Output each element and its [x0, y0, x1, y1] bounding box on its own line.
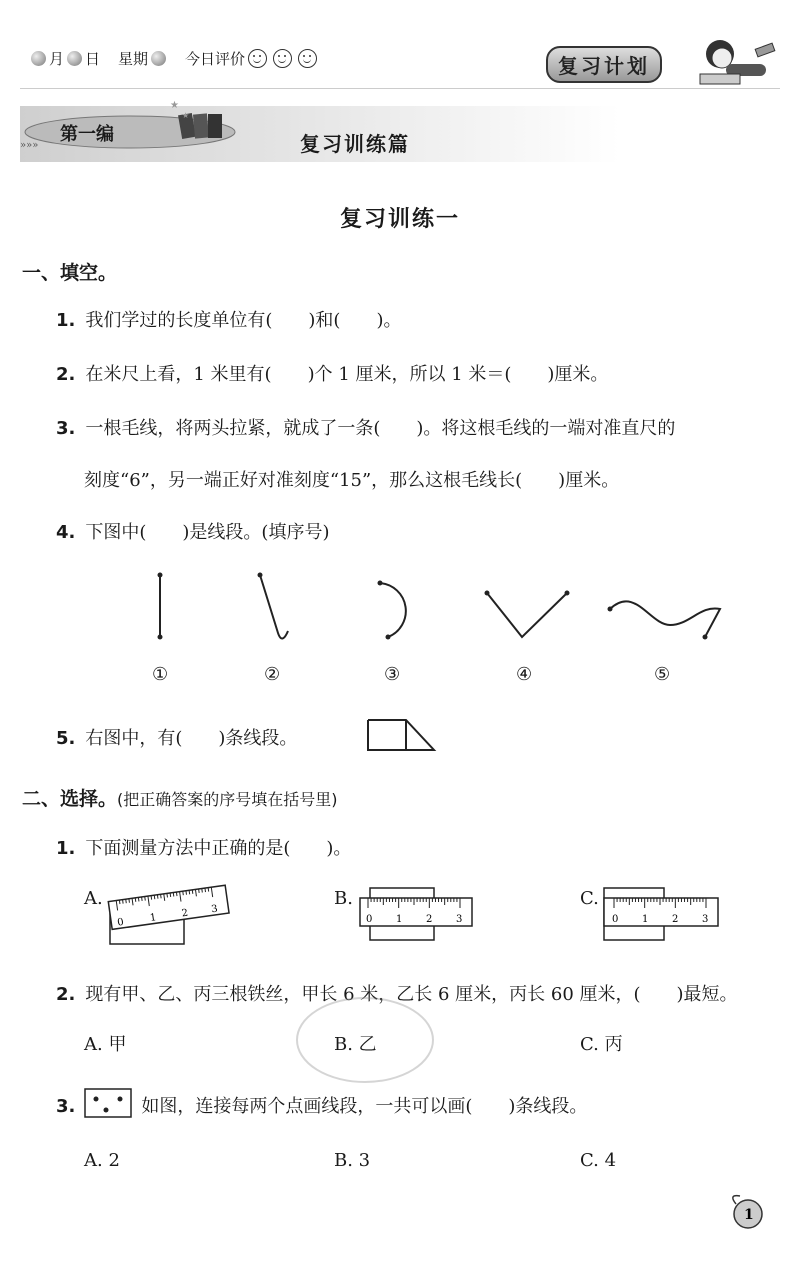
- q5-figure: [366, 718, 438, 752]
- ruler-tick-label: 3: [210, 903, 219, 916]
- ruler-tick: [145, 897, 146, 901]
- question-number: 1.: [56, 310, 76, 331]
- svg-text:★: ★: [170, 100, 179, 111]
- p1-question-4: [56, 518, 329, 544]
- ruler-tick-label: 1: [396, 914, 403, 925]
- page-number: 1: [744, 1207, 754, 1223]
- part2-heading: [22, 784, 338, 811]
- svg-text:★: ★: [182, 111, 190, 120]
- ruler-tick-label: 1: [642, 914, 649, 925]
- weekday-label: 星期: [118, 50, 149, 68]
- p1-question-1: [56, 306, 401, 332]
- p1-question-2: [56, 360, 608, 386]
- ruler-tick: [151, 896, 152, 900]
- figure-segment: [158, 573, 163, 640]
- question-text: 现有甲、乙、丙三根铁丝，甲长 6 米，乙长 6 厘米，丙长 60 厘米，( )最短。: [85, 984, 738, 1005]
- q2-option-a: A. 甲: [84, 1034, 127, 1055]
- month-circle: [31, 51, 46, 66]
- ruler-tick: [126, 899, 127, 903]
- ruler-tick-label: 2: [672, 914, 679, 925]
- question-text: 下图中( )是线段。(填序号): [85, 522, 330, 543]
- question-number: 1.: [56, 838, 76, 859]
- option-b-label: B.: [334, 888, 353, 909]
- figure-hook-line: [258, 573, 289, 639]
- ruler-tick-label: 2: [180, 907, 189, 920]
- part2-heading-note: (把正确答案的序号填在括号里): [117, 790, 338, 809]
- ruler-tick: [173, 893, 174, 897]
- p1-question-3-cont: 刻度“6”，另一端正好对准刻度“15”，那么这根毛线长( )厘米。: [84, 470, 620, 491]
- header-divider: [20, 88, 780, 89]
- q3-option-a: A. 2: [84, 1150, 120, 1171]
- question-number: 3.: [56, 418, 76, 439]
- figure-label-2: ②: [264, 664, 281, 685]
- question-text: 我们学过的长度单位有( )和( )。: [85, 310, 402, 331]
- ruler-tick-label: 0: [612, 914, 619, 925]
- ruler-tick: [161, 894, 162, 898]
- q3-option-b: B. 3: [334, 1150, 371, 1171]
- ruler-tick: [186, 891, 187, 895]
- ruler-tick-label: 1: [149, 912, 158, 924]
- rating-label: 今日评价: [185, 50, 246, 68]
- question-number: 5.: [56, 728, 76, 749]
- page-number-badge: [722, 1190, 766, 1230]
- ruler-tick-label: 0: [366, 914, 373, 925]
- watermark-stamp: [290, 990, 440, 1090]
- ruler-tick: [142, 897, 143, 901]
- ruler-tick: [154, 895, 155, 899]
- girl-reading-icon: [690, 30, 780, 90]
- part2-heading-text: 二、选择。: [22, 788, 118, 810]
- ruler-tick: [189, 890, 190, 894]
- question-number: 2.: [56, 364, 76, 385]
- ruler-tick: [135, 898, 136, 902]
- section-tag: 第一编: [60, 124, 114, 145]
- ruler-tick: [183, 891, 184, 895]
- ruler-tick: [119, 900, 120, 904]
- ruler-tick: [129, 899, 130, 903]
- svg-text:»»»: »»»: [20, 140, 39, 151]
- ruler-tick: [208, 888, 209, 892]
- date-header: [28, 48, 320, 69]
- ruler-tick-label: 0: [116, 916, 125, 929]
- figure-label-5: ⑤: [654, 664, 671, 685]
- ruler-tick: [202, 889, 203, 893]
- figure-label-4: ④: [516, 664, 533, 685]
- weekday-circle: [151, 51, 166, 66]
- ruler-tick: [138, 897, 139, 901]
- part1-heading: 一、填空。: [22, 262, 118, 284]
- question-text: 右图中，有( )条线段。: [85, 728, 298, 749]
- review-plan-badge: 复习计划: [546, 46, 662, 83]
- question-number: 3.: [56, 1096, 76, 1117]
- q3-dot-box: [84, 1088, 134, 1120]
- option-c-label: C.: [580, 888, 599, 909]
- question-number: 2.: [56, 984, 76, 1005]
- ruler-tick: [157, 895, 158, 899]
- figure-label-3: ③: [384, 664, 401, 685]
- ruler-tick: [176, 892, 177, 896]
- day-label: 日: [85, 50, 101, 68]
- p2-question-3: [56, 1092, 587, 1118]
- p1-question-5: [56, 724, 297, 750]
- p2-question-1: [56, 834, 351, 860]
- question-text: 一根毛线，将两头拉紧，就成了一条( )。将这根毛线的一端对准直尺的: [85, 418, 676, 439]
- question-text: 下面测量方法中正确的是( )。: [85, 838, 352, 859]
- figure-arc: [378, 581, 406, 640]
- ruler-tick: [192, 890, 193, 894]
- month-label: 月: [49, 50, 65, 68]
- smiley-icon: [273, 49, 292, 68]
- q4-figures: [130, 565, 730, 650]
- figure-angle: [485, 591, 570, 638]
- figure-label-1: ①: [152, 664, 169, 685]
- q3-option-c: C. 4: [580, 1150, 617, 1171]
- page-title: 复习训练一: [339, 206, 460, 232]
- p1-question-3: [56, 414, 675, 440]
- ruler-tick: [123, 900, 124, 904]
- figure-curve: [608, 601, 721, 639]
- question-number: 4.: [56, 522, 76, 543]
- q2-option-b: B. 乙: [334, 1034, 377, 1055]
- ruler-tick: [205, 888, 206, 892]
- ruler-tick: [199, 889, 200, 893]
- ruler-tick: [167, 893, 168, 897]
- ruler-figure-b: [356, 884, 476, 944]
- day-circle: [67, 51, 82, 66]
- question-text: 在米尺上看，1 米里有( )个 1 厘米，所以 1 米＝( )厘米。: [85, 364, 609, 385]
- smiley-icon: [248, 49, 267, 68]
- ruler-tick-label: 3: [702, 914, 709, 925]
- q2-option-c: C. 丙: [580, 1034, 623, 1055]
- ruler-tick-label: 3: [456, 914, 463, 925]
- question-text: 如图，连接每两个点画线段，一共可以画( )条线段。: [141, 1096, 588, 1117]
- smiley-icon: [298, 49, 317, 68]
- ruler-figure-a: [104, 880, 234, 950]
- ruler-figure-c: [602, 884, 722, 944]
- section-title: 复习训练篇: [300, 132, 410, 156]
- ruler-tick: [170, 893, 171, 897]
- ruler-tick-label: 2: [426, 914, 433, 925]
- option-a-label: A.: [84, 888, 103, 909]
